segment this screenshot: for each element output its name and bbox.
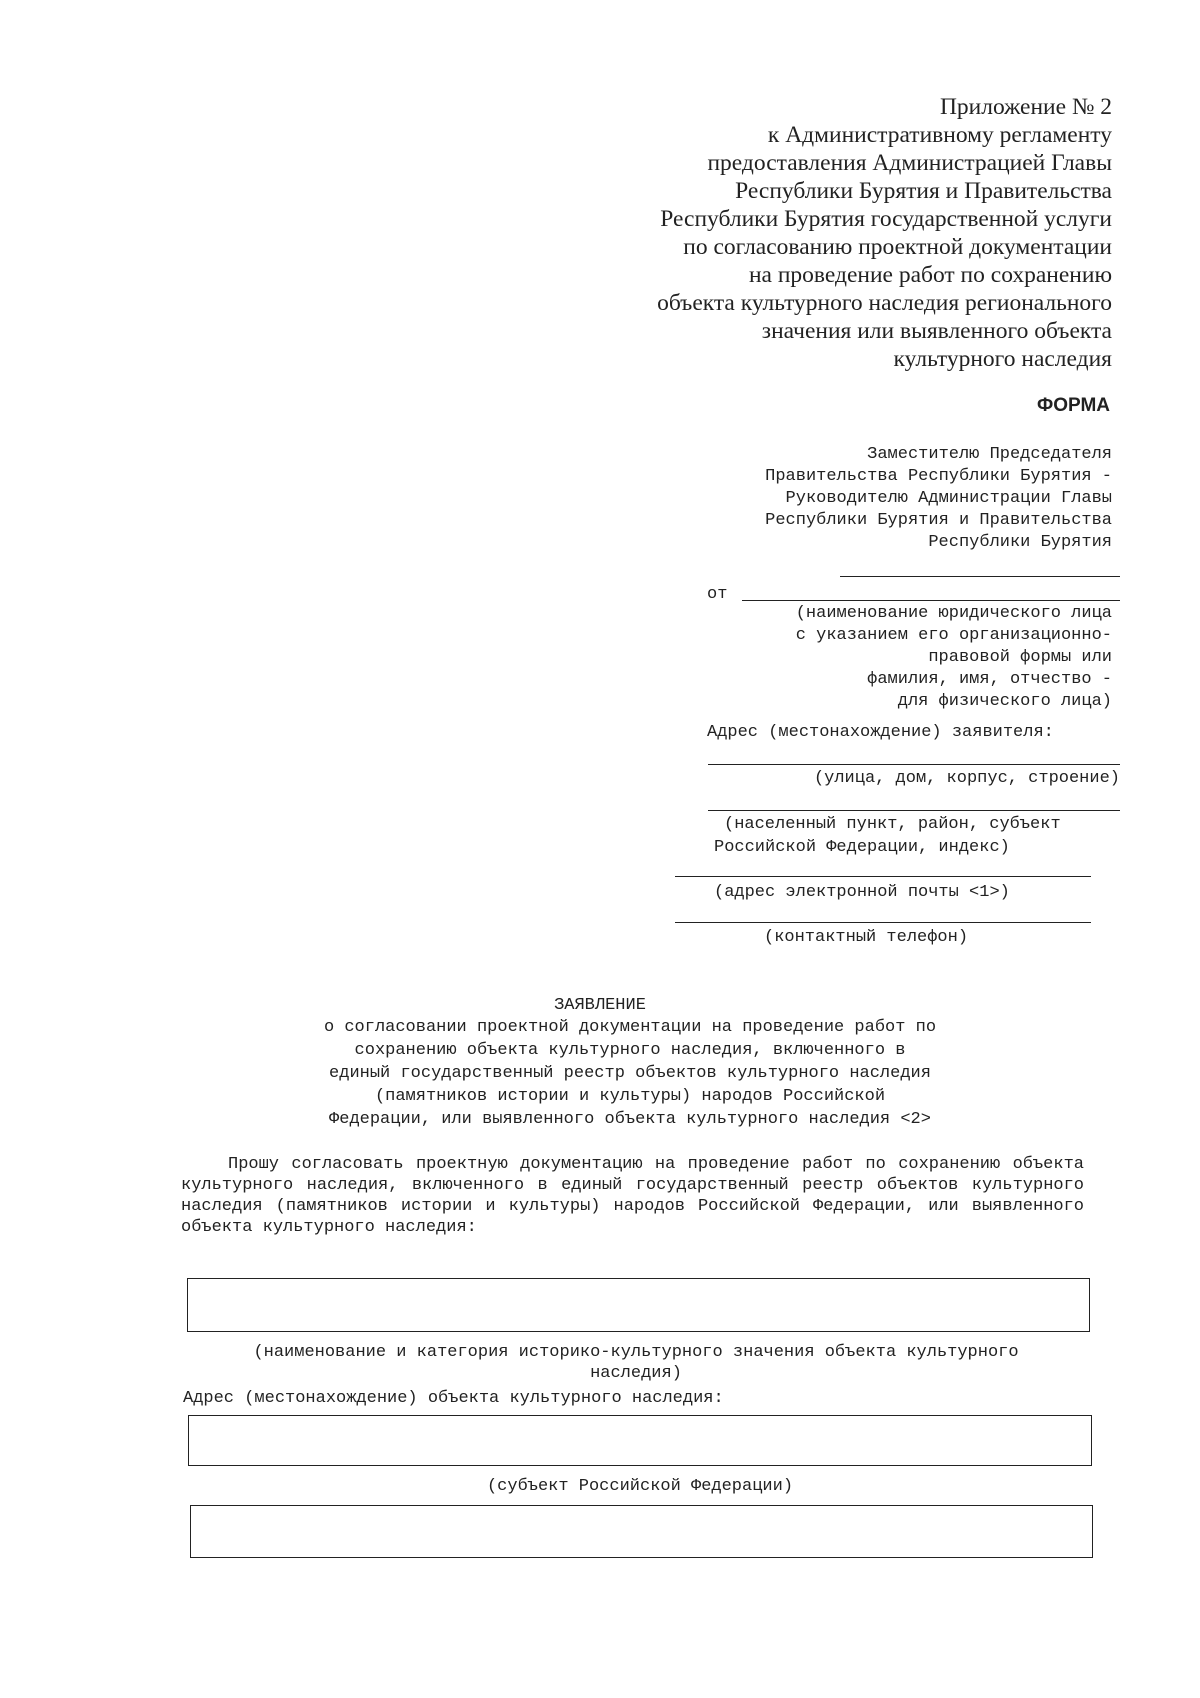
statement-title: ЗАЯВЛЕНИЕ	[554, 996, 646, 1015]
email-line[interactable]	[675, 876, 1091, 877]
locality-caption-line: (населенный пункт, район, субъект	[724, 815, 1061, 834]
applicant-address-label: Адрес (местонахождение) заявителя:	[707, 723, 1054, 742]
appendix-line: предоставления Администрацией Главы	[707, 150, 1112, 176]
caption-line: с указанием его организационно-	[795, 626, 1112, 645]
appendix-header	[657, 93, 1112, 373]
appendix-line: к Административному регламенту	[767, 122, 1112, 148]
subject-field[interactable]	[188, 1415, 1092, 1466]
caption-line: правовой формы или	[928, 648, 1112, 667]
appendix-line: на проведение работ по сохранению	[748, 262, 1112, 288]
email-caption: (адрес электронной почты <1>)	[714, 883, 1010, 902]
locality-caption-line: Российской Федерации, индекс)	[714, 838, 1010, 857]
street-caption: (улица, дом, корпус, строение)	[813, 769, 1120, 788]
subtitle-line: Федерации, или выявленного объекта культурного наследия <2>	[329, 1110, 931, 1129]
addressee-blank-line[interactable]	[840, 576, 1120, 577]
object-name-caption-line: (наименование и категория историко-культурного значения объекта культурного	[253, 1343, 1019, 1362]
statement-subtitle	[255, 1016, 1005, 1131]
addressee-line: Республики Бурятия и Правительства	[765, 511, 1112, 530]
addressee-line: Правительства Республики Бурятия -	[765, 467, 1112, 486]
addressee-line: Республики Бурятия	[928, 533, 1112, 552]
statement-body: Прошу согласовать проектную документацию на проведение работ по сохранению объекта культурного наследия, включенного в единый государственный реестр объектов культурного наследия (памятников истории и культуры) народов Российской Федерации, или выявленного объекта культурного наследия:	[181, 1155, 1084, 1237]
street-line[interactable]	[708, 764, 1120, 765]
from-label: от	[707, 585, 728, 604]
caption-line: для физического лица)	[897, 692, 1112, 711]
addressee-line: Руководителю Администрации Главы	[785, 489, 1112, 508]
appendix-line: культурного наследия	[893, 346, 1112, 372]
locality-line[interactable]	[708, 810, 1120, 811]
applicant-name-caption	[796, 603, 1112, 713]
appendix-line: по согласованию проектной документации	[683, 234, 1112, 260]
object-address-label: Адрес (местонахождение) объекта культурного наследия:	[183, 1389, 724, 1408]
appendix-line: Приложение № 2	[939, 94, 1112, 120]
subtitle-line: единый государственный реестр объектов культурного наследия	[329, 1064, 931, 1083]
phone-caption: (контактный телефон)	[764, 928, 969, 947]
appendix-line: Республики Бурятия государственной услуги	[660, 206, 1112, 232]
subtitle-line: сохранению объекта культурного наследия, включенного в	[354, 1041, 906, 1060]
caption-line: (наименование юридического лица	[795, 604, 1112, 623]
phone-line[interactable]	[675, 922, 1091, 923]
subtitle-line: о согласовании проектной документации на проведение работ по	[323, 1018, 937, 1037]
subject-caption: (субъект Российской Федерации)	[486, 1477, 794, 1496]
object-name-field[interactable]	[187, 1278, 1090, 1332]
addressee-block	[765, 444, 1112, 554]
address-detail-field[interactable]	[190, 1505, 1093, 1558]
appendix-line: значения или выявленного объекта	[761, 318, 1112, 344]
object-name-caption-line: наследия)	[590, 1364, 682, 1383]
addressee-line: Заместителю Председателя	[867, 445, 1112, 464]
appendix-line: объекта культурного наследия регионального	[657, 290, 1112, 316]
applicant-name-line[interactable]	[742, 600, 1120, 601]
caption-line: фамилия, имя, отчество -	[867, 670, 1112, 689]
subtitle-line: (памятников истории и культуры) народов Российской	[374, 1087, 886, 1106]
form-label: ФОРМА	[1037, 395, 1110, 416]
appendix-line: Республики Бурятия и Правительства	[735, 178, 1112, 204]
